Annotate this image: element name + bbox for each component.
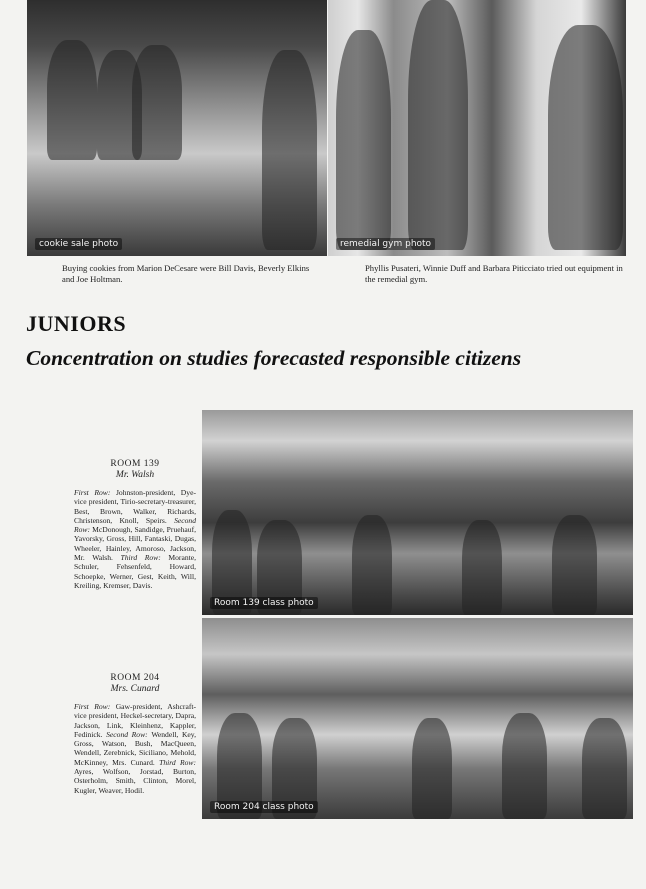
cookie-sale-photo [27, 0, 327, 256]
room-204-class-photo [202, 618, 633, 819]
remedial-gym-caption: Phyllis Pusateri, Winnie Duff and Barbara Piticciato tried out equipment in the remedial gym. [365, 263, 623, 284]
row-names: Morante, Schuler, Fehsenfeld, Howard, Schoepke, Werner, Gest, Keith, Will, Kreiling, Kremser, Davis. [74, 553, 196, 590]
remedial-gym-photo [328, 0, 626, 256]
row-label: Third Row: [120, 553, 169, 563]
section-title: JUNIORS [26, 311, 127, 336]
room-teacher: Mr. Walsh [115, 470, 155, 480]
photo-label: Room 139 class photo [210, 597, 318, 609]
row-label: First Row: [74, 702, 116, 711]
room-number: ROOM 204 [110, 673, 160, 683]
row-names: Johnston-president, Dye-vice president, Tirio-secretary-treasurer, Best, Brown, Walker, Richards, Christenson, Knoll, Speirs. [74, 488, 196, 525]
row-label: Third Row: [159, 757, 196, 767]
row-label: First Row: [74, 488, 116, 497]
photo-label: Room 204 class photo [210, 801, 318, 813]
room-139-class-photo [202, 410, 633, 615]
row-label: Second Row: [106, 729, 152, 739]
photo-label: remedial gym photo [336, 238, 435, 250]
photo-label: cookie sale photo [35, 238, 122, 250]
room-roster [74, 488, 196, 590]
row-names: Gaw-president, Ashcraft-vice president, Heckel-secretary, Dapra, Jackson, Link, Kleinhenz, Kappler, Fedinick. [74, 702, 196, 739]
room-204-caption [74, 673, 196, 795]
row-names: Wendell, Key, Gross, Watson, Bush, MacQueen, Wendell, Zerebnick, Siciliano, Mehold, McKinney, Mrs. Cunard. [74, 729, 197, 767]
section-headline: Concentration on studies forecasted responsible citizens [26, 346, 522, 370]
room-roster [74, 702, 196, 795]
row-names: Ayres, Wolfson, Jorstad, Burton, Osterholm, Smith, Clinton, Morel, Kugler, Weaver, Hodil. [74, 767, 196, 795]
room-teacher: Mrs. Cunard [110, 684, 160, 694]
room-number: ROOM 139 [110, 459, 160, 469]
row-label: Second Row: [74, 515, 196, 535]
cookie-sale-caption: Buying cookies from Marion DeCesare were Bill Davis, Beverly Elkins and Joe Holtman. [62, 263, 310, 284]
row-names: McDonough, Sandidge, Pruehauf, Yavorsky, Gross, Hill, Fantaski, Dugas, Wheeler, Hainley, Amoroso, Jackson, Mr. Walsh. [74, 525, 196, 563]
room-139-caption [74, 459, 196, 590]
